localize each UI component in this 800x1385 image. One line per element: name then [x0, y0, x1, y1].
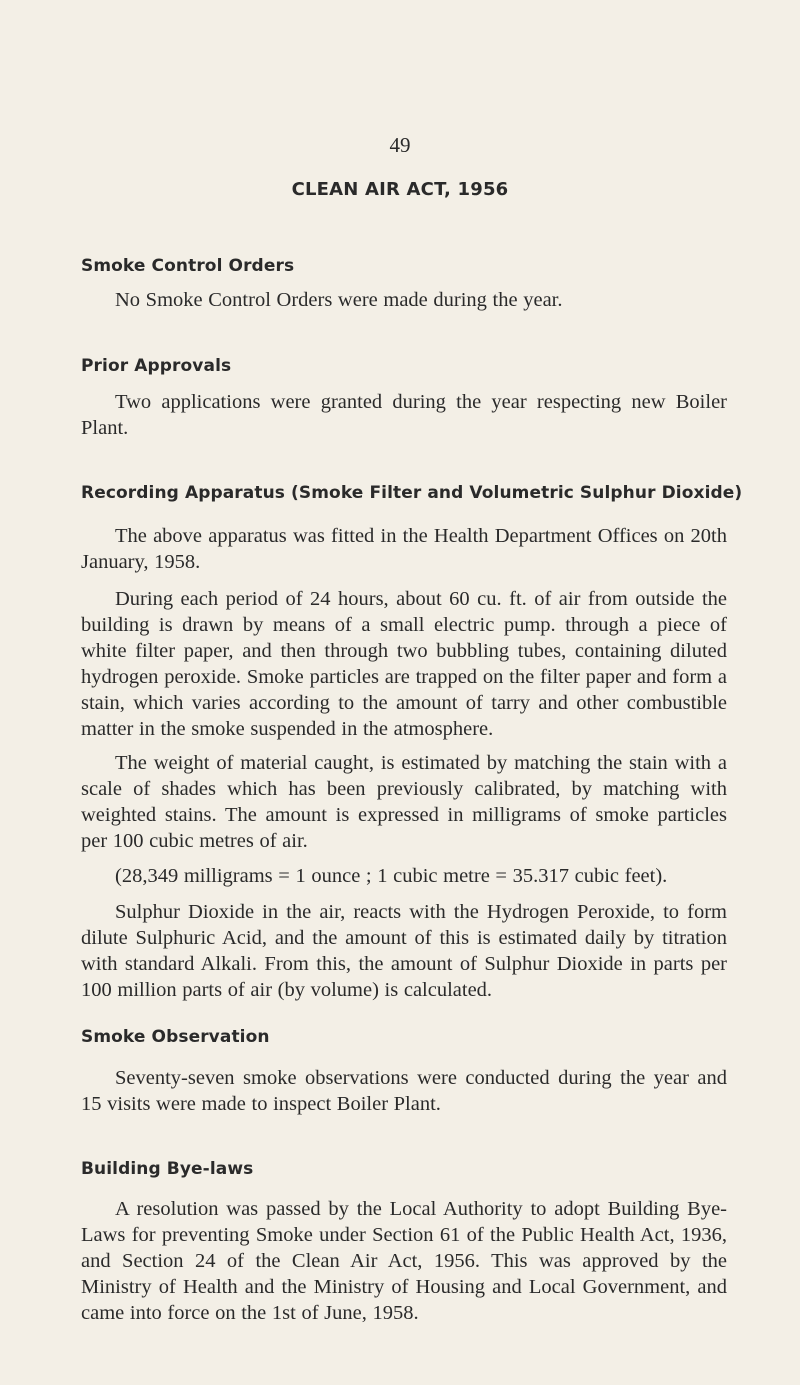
paragraph-recording-apparatus-4: (28,349 milligrams = 1 ounce ; 1 cubic metre = 35.317 cubic feet).	[115, 865, 668, 887]
paragraph-smoke-observation: Seventy-seven smoke observations were conducted during the year and 15 visits were made to inspect Boiler Plant.	[81, 1067, 727, 1115]
section-heading-smoke-control-orders: Smoke Control Orders	[81, 256, 295, 276]
paragraph-smoke-control-orders: No Smoke Control Orders were made during the year.	[115, 289, 563, 311]
paragraph-building-bye-laws: A resolution was passed by the Local Authority to adopt Building Bye-Laws for preventing Smoke under Section 61 of the Public Health Act, 1936, and Section 24 of the Clean Air Act, 1956. This was approved by the Ministry of Health and the Ministry of Housing and Local Government, and came into force on the 1st of June, 1958.	[81, 1198, 727, 1324]
section-heading-recording-apparatus: Recording Apparatus (Smoke Filter and Volumetric Sulphur Dioxide)	[81, 483, 743, 503]
paragraph-recording-apparatus-5: Sulphur Dioxide in the air, reacts with the Hydrogen Peroxide, to form dilute Sulphuric Acid, and the amount of this is estimated daily by titration with standard Alkali. From this, the amount of Sulphur Dioxide in parts per 100 million parts of air (by volume) is calculated.	[81, 901, 727, 1001]
paragraph-recording-apparatus-2: During each period of 24 hours, about 60 cu. ft. of air from outside the building is drawn by means of a small electric pump. through a piece of white filter paper, and then through two bubbling tubes, containing diluted hydrogen peroxide. Smoke particles are trapped on the filter paper and form a stain, which varies according to the amount of tarry and other combustible matter in the smoke suspended in the atmosphere.	[81, 588, 727, 740]
paragraph-recording-apparatus-3: The weight of material caught, is estimated by matching the stain with a scale of shades which has been previously calibrated, by matching with weighted stains. The amount is expressed in milligrams of smoke particles per 100 cubic metres of air.	[81, 752, 727, 852]
page-title: CLEAN AIR ACT, 1956	[291, 179, 509, 200]
section-heading-building-bye-laws: Building Bye-laws	[81, 1159, 254, 1179]
paragraph-recording-apparatus-1: The above apparatus was fitted in the Health Department Offices on 20th January, 1958.	[81, 525, 727, 573]
paragraph-prior-approvals: Two applications were granted during the year respecting new Boiler Plant.	[81, 391, 727, 439]
section-heading-prior-approvals: Prior Approvals	[81, 356, 232, 376]
section-heading-smoke-observation: Smoke Observation	[81, 1027, 270, 1047]
page-number: 49	[389, 133, 411, 157]
